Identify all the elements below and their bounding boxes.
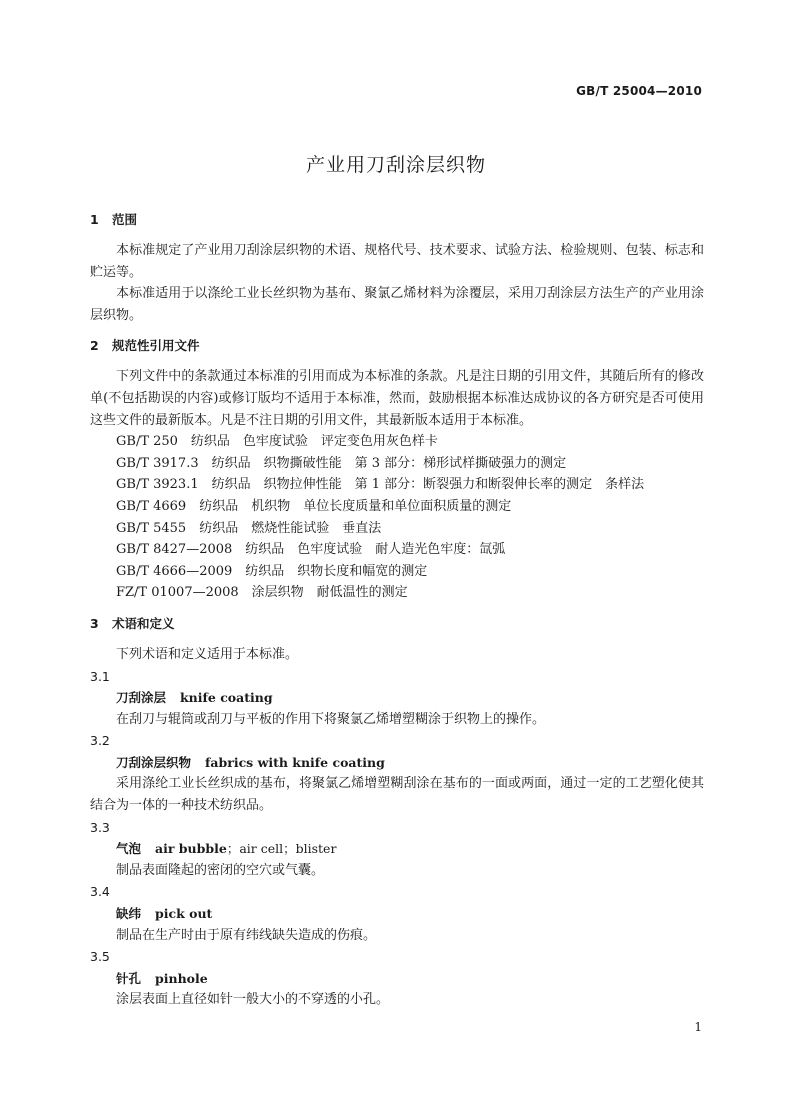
section-number: 1 [90, 212, 99, 227]
references-intro: 下列文件中的条款通过本标准的引用而成为本标准的条款。凡是注日期的引用文件，其随后所有的修改单(不包括勘误的内容)或修订版均不适用于本标准，然而，鼓励根据本标准达成协议的各方研究是否可使用这些文件的最新版本。凡是不注日期的引用文件，其最新版本适用于本标准。 [90, 369, 704, 428]
document-title: 产业用刀刮涂层织物 [305, 154, 486, 176]
page-number: 1 [694, 1020, 702, 1034]
term-number: 3.4 [90, 884, 110, 900]
reference-item: GB/T 4666—2009 纺织品 织物长度和幅宽的测定 [116, 563, 428, 579]
term-name-en: knife coating [180, 690, 273, 706]
reference-item: GB/T 250 纺织品 色牢度试验 评定变色用灰色样卡 [116, 434, 438, 450]
term-number: 3.3 [90, 819, 110, 835]
term-number: 3.2 [90, 733, 110, 749]
reference-item: GB/T 5455 纺织品 燃烧性能试验 垂直法 [116, 520, 382, 536]
term-name-cn: 气泡 [116, 841, 142, 857]
reference-item: GB/T 3917.3 纺织品 织物撕破性能 第 3 部分：梯形试样撕破强力的测定 [116, 455, 567, 471]
standard-code: GB/T 25004—2010 [576, 84, 702, 98]
term-entry [90, 881, 704, 946]
term-definition: 采用涤纶工业长丝织成的基布，将聚氯乙烯增塑糊刮涂在基布的一面或两面，通过一定的工艺塑化使其结合为一体的一种技术纺织品。 [90, 776, 704, 814]
term-name-cn: 刀刮涂层 [116, 690, 167, 706]
scope-paragraph: 本标准适用于以涤纶工业长丝织物为基布、聚氯乙烯材料为涂覆层，采用刀刮涂层方法生产的产业用涂层织物。 [90, 286, 704, 323]
scope-paragraph: 本标准规定了产业用刀刮涂层织物的术语、规格代号、技术要求、试验方法、检验规则、包装、标志和贮运等。 [90, 243, 704, 280]
section-heading-normative-references [90, 336, 704, 356]
term-entry [90, 730, 704, 816]
term-name-cn: 刀刮涂层织物 [116, 754, 192, 770]
term-name-en: fabrics with knife coating [205, 754, 385, 770]
term-entry [90, 666, 704, 731]
term-name-cn: 缺纬 [116, 906, 142, 922]
term-name-en: pick out [155, 906, 213, 922]
term-number: 3.1 [90, 668, 110, 684]
term-name-en: air bubble [155, 841, 227, 857]
reference-item: GB/T 4669 纺织品 机织物 单位长度质量和单位面积质量的测定 [116, 498, 512, 514]
term-name [90, 687, 704, 709]
term-name-cn: 针孔 [116, 970, 142, 986]
term-name-en-alt: ；air cell；blister [226, 841, 337, 857]
terms-intro: 下列术语和定义适用于本标准。 [116, 646, 299, 662]
reference-item: FZ/T 01007—2008 涂层织物 耐低温性的测定 [116, 585, 408, 601]
term-definition: 制品在生产时由于原有纬线缺失造成的伤痕。 [116, 927, 377, 943]
term-definition: 在刮刀与辊筒或刮刀与平板的作用下将聚氯乙烯增塑糊涂于织物上的操作。 [116, 711, 546, 727]
term-name [90, 903, 704, 925]
reference-item: GB/T 3923.1 纺织品 织物拉伸性能 第 1 部分：断裂强力和断裂伸长率的测定 条样法 [116, 477, 645, 493]
section-heading-terms [90, 614, 704, 634]
term-definition: 涂层表面上直径如针一般大小的不穿透的小孔。 [116, 992, 390, 1008]
document-body [90, 210, 704, 1011]
section-title: 范围 [112, 212, 138, 227]
term-definition: 制品表面隆起的密闭的空穴或气囊。 [116, 862, 325, 878]
reference-item: GB/T 8427—2008 纺织品 色牢度试验 耐人造光色牢度：氙弧 [116, 542, 506, 558]
term-entry [90, 817, 704, 882]
section-title: 规范性引用文件 [112, 338, 200, 354]
section-number: 2 [90, 338, 99, 354]
section-title: 术语和定义 [112, 615, 175, 631]
term-name [90, 838, 704, 860]
reference-list [90, 431, 704, 604]
term-number: 3.5 [90, 949, 110, 965]
section-number: 3 [90, 615, 99, 631]
section-heading-scope [90, 210, 704, 230]
term-name [90, 752, 704, 774]
term-name [90, 968, 704, 990]
term-entry [90, 946, 704, 1011]
term-name-en: pinhole [155, 970, 208, 986]
